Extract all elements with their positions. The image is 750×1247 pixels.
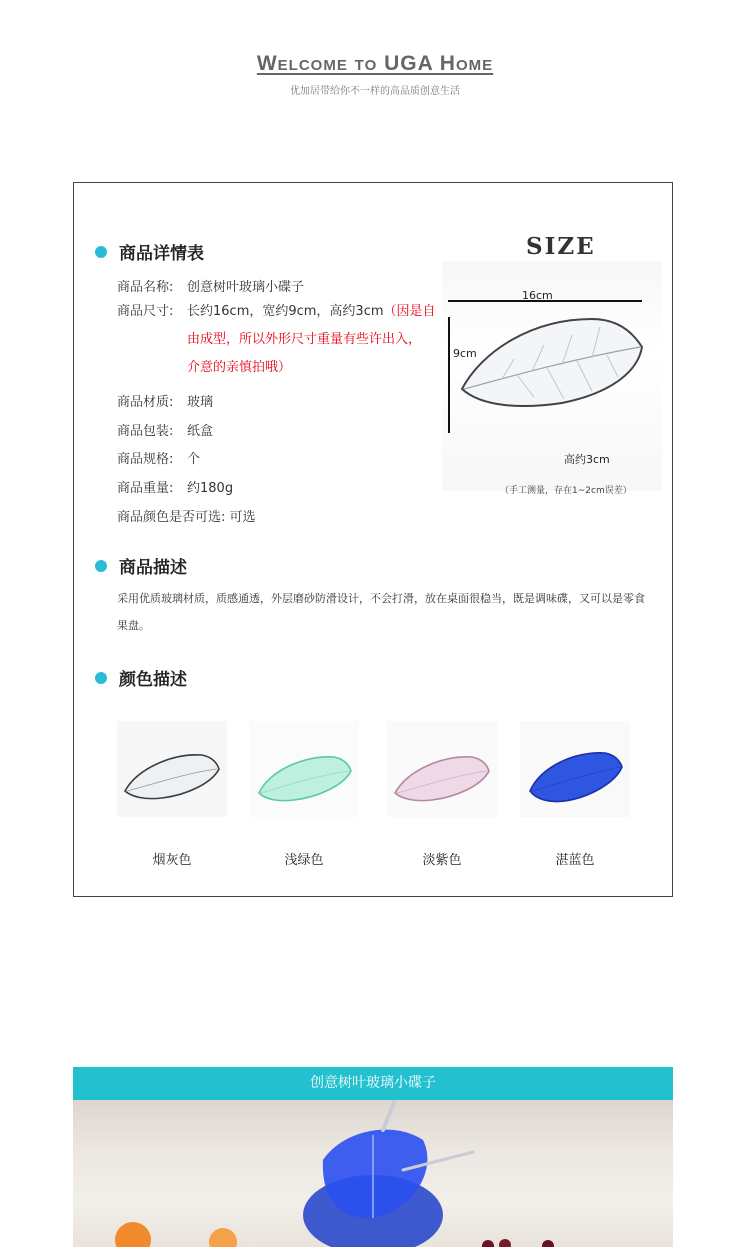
length-label: 16cm xyxy=(522,289,553,302)
bullet-dot-icon xyxy=(95,560,107,572)
spec-value: 纸盒 xyxy=(187,424,214,439)
bullet-dot-icon xyxy=(95,672,107,684)
color-label-smoke-gray: 烟灰色 xyxy=(152,853,192,868)
spec-value: 约180g xyxy=(187,481,234,496)
color-label-deep-blue: 湛蓝色 xyxy=(555,853,595,868)
description-heading xyxy=(95,553,187,578)
page-header xyxy=(0,52,750,97)
product-banner: 创意树叶玻璃小碟子 xyxy=(73,1067,673,1100)
spec-key: 商品包装: xyxy=(117,424,174,439)
color-label-light-purple: 淡紫色 xyxy=(422,853,462,868)
tagline: 优加居带给你不一样的高品质创意生活 xyxy=(290,86,460,97)
color-label-light-green: 浅绿色 xyxy=(284,853,324,868)
spec-key: 商品名称: xyxy=(117,280,174,295)
spec-row-weight xyxy=(117,477,233,496)
spec-key: 商品尺寸: xyxy=(117,304,174,319)
height-label: 高约3cm xyxy=(564,453,610,466)
leaf-dish-icon xyxy=(117,721,227,817)
leaf-dish-icon xyxy=(387,721,497,817)
color-swatch-light-purple[interactable] xyxy=(387,721,497,817)
welcome-title: Welcome to UGA Home xyxy=(256,52,494,75)
details-heading xyxy=(95,239,204,264)
color-swatch-light-green[interactable] xyxy=(249,721,359,817)
measure-note: （手工测量，存在1~2cm误差） xyxy=(500,486,632,496)
product-photo xyxy=(73,1100,673,1247)
spec-row-package xyxy=(117,420,213,439)
spec-value: 可选 xyxy=(229,510,256,525)
color-swatch-smoke-gray[interactable] xyxy=(117,721,227,817)
spec-row-color-option xyxy=(117,506,256,525)
spec-value: 长约16cm，宽约9cm，高约3cm xyxy=(187,304,384,319)
details-title: 商品详情表 xyxy=(119,244,204,264)
leaf-dish-icon xyxy=(520,721,630,817)
spec-row-size xyxy=(117,298,436,382)
size-warning-1: （因是自 xyxy=(383,304,436,319)
spec-value: 创意树叶玻璃小碟子 xyxy=(187,280,305,295)
size-warning-2: 由成型，所以外形尺寸重量有些许出入， xyxy=(187,332,422,347)
leaf-dish-shape xyxy=(462,319,642,406)
color-swatch-deep-blue[interactable] xyxy=(520,721,630,817)
width-label: 9cm xyxy=(453,347,477,360)
description-text: 采用优质玻璃材质，质感通透，外层磨砂防滑设计，不会打滑，放在桌面很稳当，既是调味碟，又可以是零食果盘。 xyxy=(117,592,645,632)
spec-value: 个 xyxy=(187,452,201,467)
spec-key: 商品规格: xyxy=(117,452,174,467)
product-photo-scene xyxy=(73,1100,673,1247)
leaf-dish-icon xyxy=(249,721,359,817)
spec-key: 商品材质: xyxy=(117,395,174,410)
size-title: SIZE xyxy=(526,233,596,260)
colors-title: 颜色描述 xyxy=(119,670,187,690)
spec-row-material xyxy=(117,391,213,410)
spec-key: 商品颜色是否可选: xyxy=(117,510,226,525)
colors-heading xyxy=(95,665,187,690)
size-warning-3: 介意的亲慎拍哦） xyxy=(187,360,292,375)
spec-row-unit xyxy=(117,448,200,467)
spec-value: 玻璃 xyxy=(187,395,214,410)
size-diagram xyxy=(442,261,662,496)
bullet-dot-icon xyxy=(95,246,107,258)
spec-row-name xyxy=(117,276,304,295)
spec-key: 商品重量: xyxy=(117,481,174,496)
product-detail-card xyxy=(73,182,673,897)
description-title: 商品描述 xyxy=(119,558,187,578)
